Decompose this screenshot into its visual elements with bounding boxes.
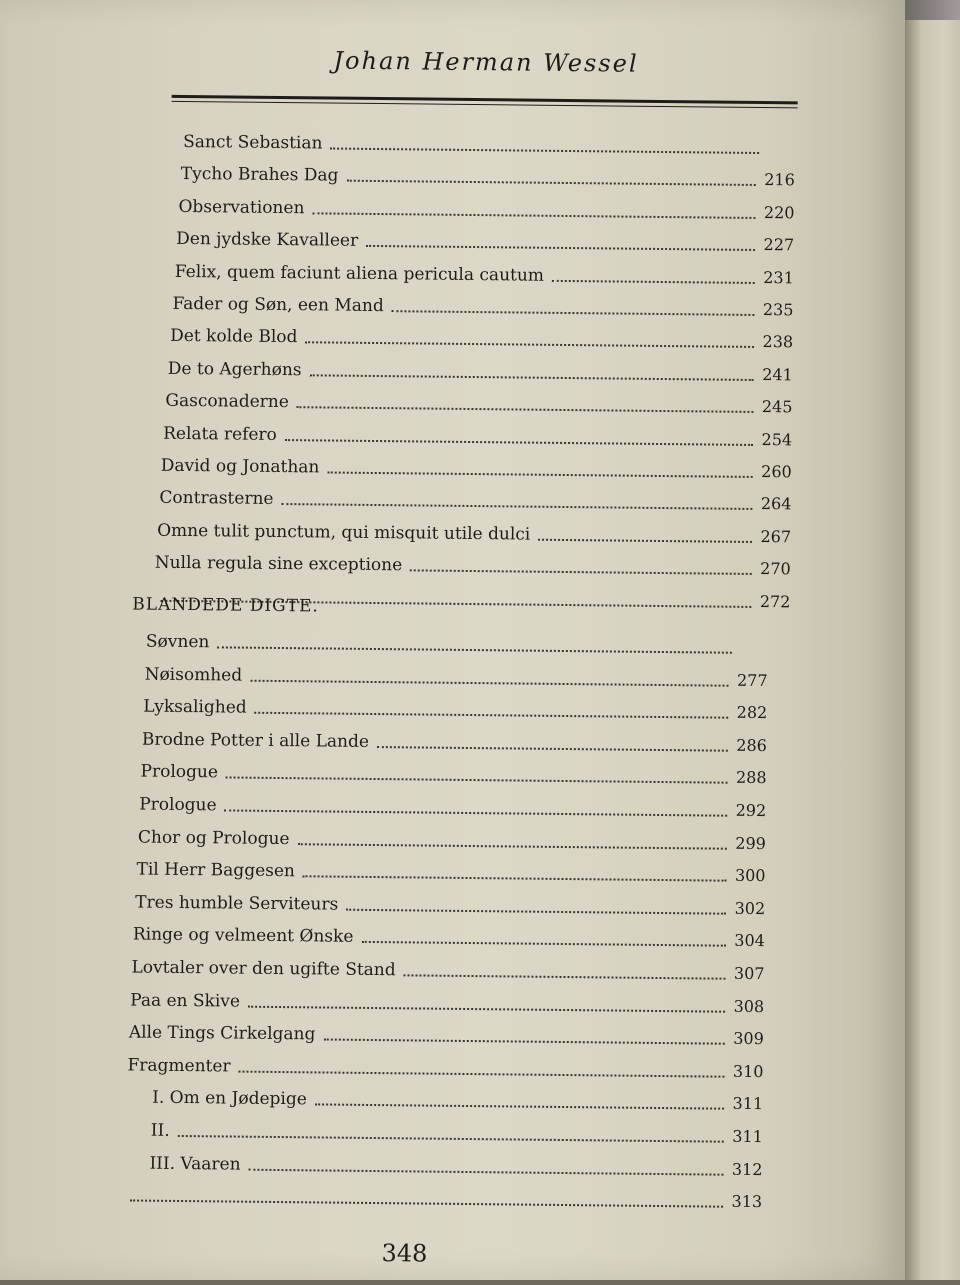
toc-entry-page: 307 <box>734 963 765 985</box>
toc-entry-title: Tres humble Serviteurs <box>135 892 338 916</box>
toc-entry-title: Observationen <box>178 196 304 219</box>
dot-leader <box>249 1168 724 1176</box>
toc-entry <box>175 257 794 289</box>
dot-leader <box>297 842 727 850</box>
toc-entry-title: Fader og Søn, een Mand <box>172 293 383 317</box>
toc-entry-page: 241 <box>762 364 793 386</box>
dot-leader <box>310 373 755 381</box>
toc-entry-title: Paa en Skive <box>130 989 240 1012</box>
toc-entry-title: Gasconaderne <box>165 390 289 413</box>
toc-entry-title: II. <box>151 1120 170 1142</box>
dot-leader <box>239 1070 725 1078</box>
dot-leader <box>346 179 756 186</box>
dot-leader <box>225 808 728 816</box>
toc-entry-title: Søvnen <box>146 631 210 654</box>
toc-entry <box>130 985 764 1018</box>
dot-leader <box>323 1037 725 1044</box>
toc-entry-page: 235 <box>763 299 794 321</box>
toc-entry-page: 260 <box>761 461 792 483</box>
dot-leader <box>250 679 729 687</box>
next-page-corner <box>905 0 960 20</box>
dot-leader <box>327 470 753 477</box>
toc-entry-title: Nøisomhed <box>145 664 243 687</box>
dot-leader <box>285 438 754 446</box>
header-rule-thick <box>172 95 798 105</box>
dot-leader <box>248 1005 726 1013</box>
toc-entry-page: 264 <box>761 493 792 515</box>
dot-leader <box>217 645 732 653</box>
toc-entry-title: Contrasterne <box>159 487 273 510</box>
dot-leader <box>392 309 755 316</box>
toc-entry <box>122 1180 762 1213</box>
dot-leader <box>305 340 754 348</box>
toc-entry <box>172 289 793 322</box>
dot-leader <box>410 568 752 575</box>
toc-entry-title: David og Jonathan <box>161 455 320 479</box>
dot-leader <box>538 538 752 543</box>
dot-leader <box>303 874 727 881</box>
toc-entry-page: 267 <box>760 526 791 548</box>
dot-leader <box>346 908 726 915</box>
toc-entry-page: 304 <box>734 930 765 952</box>
toc-entry <box>127 1050 763 1083</box>
toc-entry-title: Lovtaler over den ugifte Stand <box>131 956 395 981</box>
dot-leader <box>130 1198 723 1207</box>
toc-entry-page: 245 <box>762 396 793 418</box>
toc-entry-page: 254 <box>761 429 792 451</box>
toc-entry <box>170 321 793 354</box>
toc-entry <box>143 692 767 725</box>
toc-entry-page: 227 <box>763 234 794 256</box>
toc-entry-page: 238 <box>762 331 793 353</box>
toc-entry-page: 312 <box>732 1159 763 1181</box>
toc-list-part2 <box>7 0 912 5</box>
dot-leader <box>178 1134 725 1143</box>
toc-entry <box>145 660 768 693</box>
toc-entry-title: III. Vaaren <box>149 1153 240 1176</box>
toc-entry-title: Nulla regula sine exceptione <box>155 552 403 577</box>
toc-entry-page: 282 <box>737 702 768 724</box>
toc-entry <box>163 419 792 452</box>
toc-entry-title: Det kolde Blod <box>170 325 298 348</box>
toc-entry <box>159 483 791 516</box>
toc-entry <box>157 516 791 549</box>
toc-entry-title: Alle Tings Cirkelgang <box>129 1021 316 1045</box>
dot-leader <box>330 147 759 154</box>
dot-leader <box>552 279 755 284</box>
toc-entry-title: Relata refero <box>163 423 277 446</box>
toc-entry-page: 300 <box>735 865 766 887</box>
toc-entry-title: Sanct Sebastian <box>183 131 323 154</box>
page-number: 348 <box>381 1239 427 1267</box>
dot-leader <box>226 775 728 783</box>
toc-list-part1 <box>7 0 912 5</box>
toc-entry <box>183 127 795 159</box>
dot-leader <box>366 244 755 251</box>
toc-entry-page: 313 <box>731 1191 762 1213</box>
toc-entry-page: 299 <box>735 833 766 855</box>
toc-entry-page: 302 <box>735 898 766 920</box>
toc-entry-title: Til Herr Baggesen <box>136 859 295 883</box>
toc-entry <box>149 1149 762 1181</box>
toc-entry-title: Fragmenter <box>127 1054 230 1077</box>
toc-entry <box>140 757 766 790</box>
dot-leader <box>297 405 754 413</box>
toc-entry-title: Ringe og velmeent Ønske <box>133 923 354 947</box>
toc-entry-page: 308 <box>734 996 765 1018</box>
dot-leader <box>312 211 756 219</box>
toc-entry <box>151 1116 763 1148</box>
toc-entry <box>161 451 792 484</box>
toc-entry <box>155 548 791 581</box>
toc-entry <box>133 919 765 952</box>
toc-entry-page: 220 <box>764 202 795 224</box>
toc-entry <box>139 790 766 823</box>
toc-entry <box>168 354 793 387</box>
toc-entry <box>136 855 765 888</box>
dot-leader <box>361 940 726 947</box>
toc-entry <box>181 159 795 191</box>
toc-entry-title: Felix, quem faciunt aliena pericula cautum <box>175 261 544 287</box>
toc-entry <box>176 224 794 256</box>
dot-leader <box>255 711 729 719</box>
toc-entry-page: 231 <box>763 267 794 289</box>
toc-entry-page: 311 <box>732 1126 763 1148</box>
toc-entry <box>142 725 767 758</box>
toc-entry-page: 286 <box>736 735 767 757</box>
toc-entry-page: 310 <box>733 1061 764 1083</box>
toc-entry-page: 270 <box>760 558 791 580</box>
dot-leader <box>315 1102 725 1109</box>
toc-entry <box>146 627 768 660</box>
toc-entry <box>178 192 794 224</box>
toc-entry <box>129 1017 764 1050</box>
toc-entry-title: Chor og Prologue <box>138 827 290 851</box>
toc-entry-title: Prologue <box>139 794 217 817</box>
toc-entry-title: Tycho Brahes Dag <box>181 163 339 187</box>
toc-entry-title: Den jydske Kavalleer <box>176 228 358 252</box>
toc-entry <box>138 823 766 856</box>
section-heading: BLANDEDE DIGTE. <box>132 594 319 616</box>
toc-entry <box>165 386 792 419</box>
toc-entry <box>135 888 765 921</box>
toc-entry-title: I. Om en Jødepige <box>152 1087 307 1111</box>
dot-leader <box>377 745 728 752</box>
toc-entry <box>131 952 764 985</box>
toc-entry-page: 277 <box>737 670 768 692</box>
toc-entry-page: 272 <box>760 591 791 613</box>
toc-entry-page: 311 <box>732 1093 763 1115</box>
toc-entry-page: 288 <box>736 767 767 789</box>
running-head: Johan Herman Wessel <box>174 45 798 80</box>
toc-entry-page: 216 <box>764 169 795 191</box>
toc-entry-page: 309 <box>733 1028 764 1050</box>
toc-entry-title: Brodne Potter i alle Lande <box>142 729 369 753</box>
dot-leader <box>404 973 726 979</box>
next-page-edge <box>905 0 960 1280</box>
toc-entry <box>152 1083 763 1115</box>
dot-leader <box>281 502 752 510</box>
toc-entry-title: Lyksalighed <box>143 696 247 719</box>
toc-entry-title: Omne tulit punctum, qui misquit utile dulci <box>157 520 530 546</box>
toc-entry-title: Prologue <box>140 761 218 784</box>
toc-entry-title: De to Agerhøns <box>168 358 302 381</box>
toc-entry-page: 292 <box>736 800 767 822</box>
